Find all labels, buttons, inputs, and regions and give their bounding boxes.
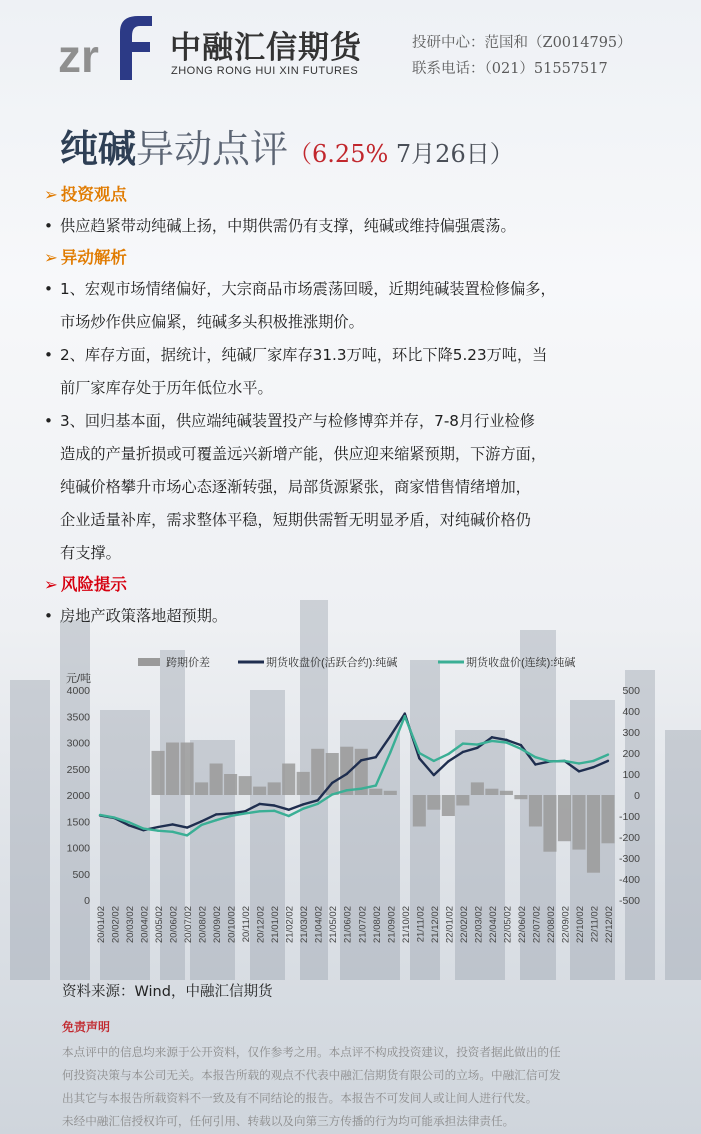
spread-bar	[152, 751, 165, 795]
y-left-tick-label: 1000	[66, 842, 90, 855]
spread-bar	[195, 782, 208, 795]
spread-bar	[601, 795, 614, 843]
disclaimer-line: 何投资决策与本公司无关。本报告所载的观点不代表中融汇信期货有限公司的立场。中融汇信可发	[62, 1068, 561, 1082]
legend-label: 期货收盘价(连续):纯碱	[466, 657, 576, 669]
arrow-icon: ➢	[44, 575, 58, 594]
legend-label: 跨期价差	[166, 657, 210, 669]
y-right-tick-label: -200	[618, 832, 640, 844]
x-tick-label: 22/01/02	[444, 906, 456, 943]
disclaimer-line: 未经中融汇信授权许可，任何引用、转载以及向第三方传播的行为均可能承担法律责任。	[62, 1114, 515, 1128]
data-point	[520, 748, 522, 750]
data-point	[578, 770, 580, 772]
data-point	[186, 826, 188, 828]
spread-bar	[224, 774, 237, 795]
x-tick-label: 22/08/02	[545, 906, 557, 943]
data-point	[346, 789, 348, 791]
data-point	[534, 756, 536, 758]
data-point	[331, 793, 333, 795]
spread-bar	[442, 795, 455, 816]
x-tick-label: 20/08/02	[197, 906, 209, 943]
data-point	[433, 774, 435, 776]
data-point	[592, 766, 594, 768]
section-heading-risk: ➢ 风险提示	[44, 570, 674, 600]
data-point	[389, 751, 391, 753]
data-point	[418, 752, 420, 754]
data-point	[360, 788, 362, 790]
y-right-tick-label: -100	[618, 811, 640, 823]
list-item: • 供应趋紧带动纯碱上扬，中期供需仍有支撑，纯碱或维持偏强震荡。	[44, 210, 674, 243]
x-tick-label: 21/09/02	[386, 906, 398, 943]
data-point	[433, 760, 435, 762]
data-point	[215, 813, 217, 815]
data-point	[331, 782, 333, 784]
spread-bar	[572, 795, 585, 850]
x-tick-label: 22/12/02	[604, 906, 615, 943]
data-point	[578, 762, 580, 764]
x-tick-label: 22/09/02	[560, 906, 572, 943]
title-type: 异动点评	[136, 127, 289, 171]
x-tick-label: 21/08/02	[371, 906, 383, 943]
data-point	[244, 812, 246, 814]
spread-bar	[413, 795, 426, 827]
data-point	[607, 753, 609, 755]
data-point	[229, 815, 231, 817]
spread-bar	[456, 795, 469, 806]
y-right-tick-label: 500	[622, 685, 640, 697]
data-point	[476, 743, 478, 745]
data-point	[258, 803, 260, 805]
price-spread-chart	[60, 652, 660, 982]
spread-bar	[369, 789, 382, 795]
data-point	[520, 744, 522, 746]
y-left-tick-label: 2500	[66, 763, 90, 776]
y-left-tick-label: 1500	[66, 816, 90, 829]
spread-bar	[558, 795, 571, 841]
data-point	[563, 760, 565, 762]
y-right-tick-label: 400	[622, 706, 640, 718]
data-point	[346, 773, 348, 775]
spread-bar	[297, 772, 310, 795]
y-right-tick-label: -300	[618, 853, 640, 865]
spread-bar	[311, 749, 324, 795]
data-point	[462, 751, 464, 753]
disclaimer-title: 免责声明	[62, 1020, 111, 1034]
x-tick-label: 21/07/02	[357, 906, 369, 943]
x-tick-label: 22/07/02	[531, 906, 543, 943]
data-point	[142, 827, 144, 829]
spread-bar	[181, 743, 194, 796]
data-point	[113, 816, 115, 818]
zrf-logo-mark-icon	[58, 10, 158, 82]
disclaimer	[62, 1018, 662, 1133]
x-tick-label: 21/03/02	[299, 906, 311, 943]
company-logo	[58, 10, 378, 85]
spread-bar	[384, 791, 397, 795]
data-point	[200, 824, 202, 826]
data-point	[157, 826, 159, 828]
x-tick-label: 20/06/02	[168, 906, 180, 943]
data-point	[375, 784, 377, 786]
x-tick-label: 21/10/02	[400, 906, 412, 943]
data-point	[317, 803, 319, 805]
x-tick-label: 20/07/02	[183, 906, 195, 943]
data-point	[404, 715, 406, 717]
x-tick-label: 20/03/02	[125, 906, 137, 943]
data-point	[128, 821, 130, 823]
x-tick-label: 21/01/02	[270, 906, 282, 943]
spread-bar	[282, 764, 295, 796]
y-right-tick-label: 100	[622, 769, 640, 781]
x-tick-label: 22/05/02	[502, 906, 514, 943]
data-point	[375, 756, 377, 758]
y-left-tick-label: 3000	[66, 737, 90, 750]
data-point	[360, 759, 362, 761]
spread-bar	[268, 782, 281, 795]
x-tick-label: 21/02/02	[284, 906, 296, 943]
data-source: 资料来源：Wind，中融汇信期货	[62, 984, 273, 1000]
data-point	[389, 735, 391, 737]
data-point	[317, 799, 319, 801]
data-point	[505, 739, 507, 741]
contact-info	[412, 30, 632, 82]
legend-swatch	[138, 658, 160, 666]
x-tick-label: 20/09/02	[212, 906, 224, 943]
data-point	[491, 736, 493, 738]
spread-bar	[514, 795, 527, 799]
y-right-tick-label: -400	[618, 874, 640, 886]
arrow-icon: ➢	[44, 185, 58, 204]
data-point	[447, 753, 449, 755]
spread-bar	[166, 743, 179, 796]
x-tick-label: 22/11/02	[589, 906, 601, 943]
spread-bar	[500, 791, 513, 795]
title-commodity: 纯碱	[60, 126, 137, 171]
data-point	[418, 757, 420, 759]
data-point	[273, 804, 275, 806]
data-point	[215, 819, 217, 821]
data-point	[491, 740, 493, 742]
report-header	[0, 0, 701, 98]
x-tick-label: 20/04/02	[139, 906, 151, 943]
data-point	[128, 824, 130, 826]
x-tick-label: 20/01/02	[96, 906, 107, 943]
x-tick-label: 20/05/02	[154, 906, 166, 943]
y-left-tick-label: 3500	[66, 711, 90, 724]
list-item: • 房地产政策落地超预期。	[44, 600, 674, 633]
x-tick-label: 21/06/02	[342, 906, 354, 943]
x-tick-label: 22/02/02	[458, 906, 470, 943]
x-tick-label: 22/03/02	[473, 906, 485, 943]
contact-analyst: 投研中心：范国和（Z0014795）	[412, 35, 632, 51]
page-title	[60, 118, 514, 170]
x-tick-label: 21/12/02	[429, 906, 441, 943]
spread-bar	[543, 795, 556, 852]
spread-bar	[239, 776, 252, 795]
x-tick-label: 20/02/02	[110, 906, 122, 943]
y-right-tick-label: -500	[618, 895, 640, 907]
data-point	[534, 763, 536, 765]
y-left-tick-label: 500	[72, 868, 90, 881]
data-point	[273, 810, 275, 812]
data-point	[258, 810, 260, 812]
data-point	[171, 823, 173, 825]
data-point	[99, 814, 101, 816]
x-tick-label: 21/04/02	[313, 906, 325, 943]
list-item: • 3、回归基本面，供应端纯碱装置投产与检修博弈并存，7-8月行业检修 造成的产量折损或可覆盖远兴新增产能，供应迎来缩紧预期，下游方面， 纯碱价格攀升市场心态逐渐转强，局部货源紧张，商家惜售情绪增加， 企业适量补库，需求整体平稳，短期供需暂无明显矛盾，对纯碱价格仍 有支撑。	[44, 405, 674, 570]
title-open-paren: （	[288, 140, 313, 168]
report-body	[44, 180, 674, 633]
title-date: 7月26日）	[388, 140, 514, 168]
y-right-tick-label: 300	[622, 727, 640, 739]
data-point	[476, 747, 478, 749]
disclaimer-line: 本点评中的信息均来源于公开资料，仅作参考之用。本点评不构成投资建议，投资者据此做出的任	[62, 1045, 561, 1059]
data-point	[505, 741, 507, 743]
y-left-tick-label: 0	[84, 895, 90, 907]
logo-english-name: ZHONG RONG HUI XIN FUTURES	[171, 65, 359, 77]
data-point	[607, 760, 609, 762]
y-axis-unit-label: 元/吨	[66, 673, 92, 685]
arrow-icon: ➢	[44, 248, 58, 267]
y-right-tick-label: 0	[634, 790, 640, 802]
y-left-tick-label: 2000	[66, 790, 90, 802]
data-point	[200, 820, 202, 822]
y-right-tick-label: 200	[622, 748, 640, 760]
spread-bar	[587, 795, 600, 873]
section-heading-analysis: ➢ 异动解析	[44, 243, 674, 273]
data-point	[186, 834, 188, 836]
data-point	[462, 742, 464, 744]
y-left-tick-label: 4000	[66, 685, 90, 697]
contact-phone: 联系电话：（021）51557517	[412, 61, 608, 77]
x-tick-label: 22/06/02	[516, 906, 528, 943]
data-point	[592, 760, 594, 762]
legend-label: 期货收盘价(活跃合约):纯碱	[266, 657, 398, 669]
data-point	[302, 803, 304, 805]
list-item: • 1、宏观市场情绪偏好，大宗商品市场震荡回暖，近期纯碱装置检修偏多， 市场炒作供应偏紧，纯碱多头积极推涨期价。	[44, 273, 674, 339]
list-item: • 2、库存方面，据统计，纯碱厂家库存31.3万吨，环比下降5.23万吨，当 前厂家库存处于历年低位水平。	[44, 339, 674, 405]
data-point	[287, 809, 289, 811]
data-point	[229, 812, 231, 814]
spread-bar	[210, 764, 223, 796]
spread-bar	[529, 795, 542, 827]
data-point	[447, 760, 449, 762]
spread-bar	[253, 787, 266, 795]
spread-bar	[485, 789, 498, 795]
data-point	[157, 830, 159, 832]
section-heading-view: ➢ 投资观点	[44, 180, 674, 210]
x-tick-label: 20/11/02	[241, 906, 253, 943]
x-tick-label: 20/10/02	[226, 906, 238, 943]
svg-text:zr: zr	[58, 30, 99, 82]
spread-bar	[471, 782, 484, 795]
data-point	[171, 831, 173, 833]
x-tick-label: 22/10/02	[574, 906, 586, 943]
spread-bar	[427, 795, 440, 810]
disclaimer-line: 出其它与本报告所载资料不一致及有不同结论的报告。本报告不可发间人或让间人进行代发。	[62, 1091, 538, 1105]
x-tick-label: 21/05/02	[328, 906, 340, 943]
data-point	[302, 807, 304, 809]
title-change-pct: 6.25%	[312, 140, 389, 168]
data-point	[404, 712, 406, 714]
logo-chinese-name: 中融汇信期货	[170, 30, 362, 66]
data-point	[549, 760, 551, 762]
data-point	[287, 815, 289, 817]
x-tick-label: 20/12/02	[255, 906, 267, 943]
x-tick-label: 21/11/02	[415, 906, 427, 943]
x-tick-label: 22/04/02	[487, 906, 499, 943]
